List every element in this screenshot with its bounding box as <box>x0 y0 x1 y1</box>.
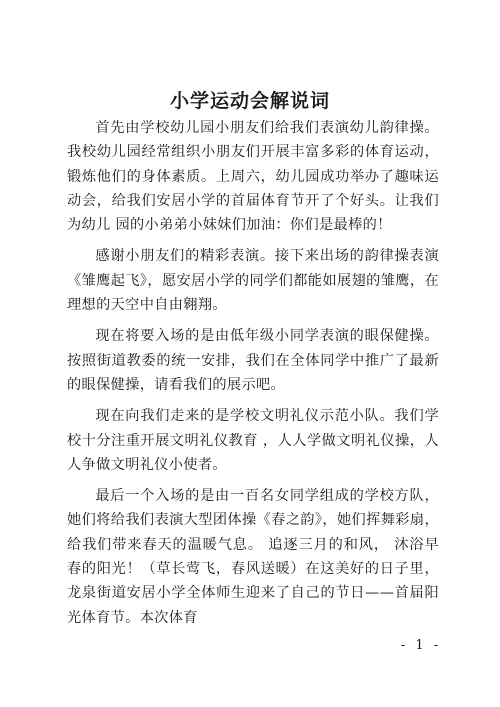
document-body <box>67 116 439 637</box>
document-title: 小学运动会解说词 <box>169 90 330 112</box>
paragraph-girls-formation: 最后一个入场的是由一百名女同学组成的学校方队，她们将给我们表演大型团体操《春之韵》，她们挥舞彩扇，给我们带来春天的温暖气息。 追逐三月的和风， 沐浴早春的阳光！（草长莺飞，春风送暖）在这美好的日子里，龙泉街道安居小学全体师生迎来了自己的节日——首届阳光体育节。本次体育 <box>67 488 439 626</box>
paragraph-kindergarten-rhythm: 首先由学校幼儿园小朋友们给我们表演幼儿韵律操。我校幼儿园经常组织小朋友们开展丰富多彩的体育运动，锻炼他们的身体素质。上周六，幼儿园成功举办了趣味运动会，给我们安居小学的首届体育节开了个好头。让我们为幼儿 园的小弟弟小妹妹们加油：你们是最棒的！ <box>67 120 439 234</box>
paragraph-eagle-performance: 感谢小朋友们的精彩表演。接下来出场的韵律操表演《雏鹰起飞》，愿安居小学的同学们都能如展翅的雏鹰，在理想的天空中自由翱翔。 <box>67 248 439 314</box>
page-number: - 1 - <box>400 638 442 653</box>
paragraph-etiquette-team: 现在向我们走来的是学校文明礼仪示范小队。我们学校十分注重开展文明礼仪教育 ，人人学做文明礼仪操，人人争做文明礼仪小使者。 <box>67 408 439 473</box>
paragraph-eye-exercise: 现在将要入场的是由低年级小同学表演的眼保健操。按照街道教委的统一安排，我们在全体同学中推广了最新的眼保健操，请看我们的展示吧。 <box>67 328 439 393</box>
